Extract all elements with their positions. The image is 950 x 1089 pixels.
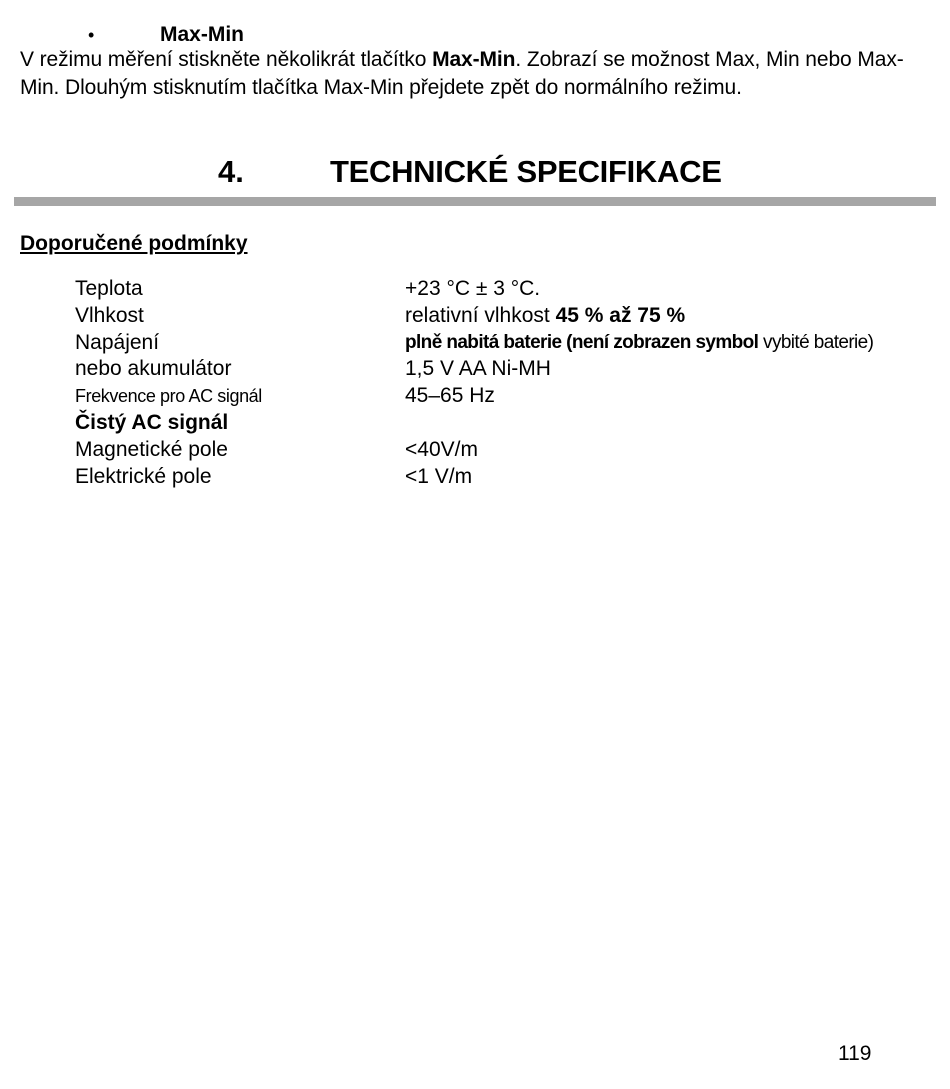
spec-value-bold: 45 % až 75 %	[555, 303, 686, 327]
spec-row-power	[75, 330, 945, 357]
section-number: 4.	[218, 154, 244, 189]
spec-table	[75, 276, 945, 490]
spec-label: nebo akumulátor	[75, 357, 232, 381]
heading-divider	[14, 197, 936, 206]
spec-label: Napájení	[75, 330, 160, 354]
section-title: TECHNICKÉ SPECIFIKACE	[330, 154, 722, 189]
spec-value	[405, 330, 873, 357]
spec-row-clean-ac	[75, 410, 945, 437]
bullet-dot-icon: •	[88, 25, 95, 45]
spec-value: 1,5 V AA Ni-MH	[405, 357, 551, 381]
section-heading	[0, 152, 950, 192]
spec-row-frequency	[75, 383, 945, 410]
subheading-recommended-conditions: Doporučené podmínky	[20, 232, 248, 255]
spec-label: Elektrické pole	[75, 464, 212, 488]
paragraph-text-1: V režimu měření stiskněte několikrát tlačítko	[20, 48, 433, 71]
spec-value: <40V/m	[405, 437, 478, 461]
spec-value	[405, 303, 685, 330]
spec-label: Magnetické pole	[75, 437, 228, 461]
spec-value-text-end: é baterie)	[799, 331, 874, 353]
paragraph-text-2: . Zobrazí se možnost Max, Min nebo Max-Min. Dlouhým stisknutím tlačítka Max-Min přejdete zpět do normálního režimu.	[20, 48, 904, 99]
spec-value-text: relativní vlhkost	[405, 303, 556, 327]
page-number: 119	[838, 1042, 872, 1065]
spec-value-text: vybit	[758, 331, 800, 353]
spec-row-electric	[75, 464, 945, 491]
max-min-paragraph	[20, 46, 938, 102]
paragraph-bold-button-name: Max-Min	[432, 48, 516, 71]
bullet-title: Max-Min	[160, 23, 244, 46]
spec-value: +23 °C ± 3 °C.	[405, 277, 541, 300]
spec-label: Teplota	[75, 277, 143, 300]
spec-label: Čistý AC signál	[75, 410, 229, 434]
spec-value: 45–65 Hz	[405, 384, 495, 408]
spec-label: Vlhkost	[75, 303, 144, 327]
spec-value: <1 V/m	[405, 464, 473, 488]
spec-row-magnetic	[75, 437, 945, 464]
spec-row-temperature	[75, 276, 945, 303]
spec-label: Frekvence pro AC signál	[75, 386, 262, 407]
spec-row-humidity	[75, 303, 945, 330]
spec-row-accumulator	[75, 356, 945, 383]
spec-value-bold: plně nabitá baterie (není zobrazen symbol	[405, 331, 759, 353]
